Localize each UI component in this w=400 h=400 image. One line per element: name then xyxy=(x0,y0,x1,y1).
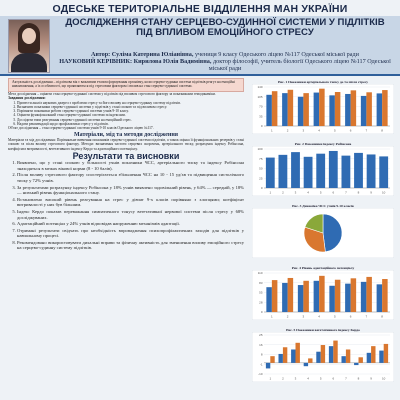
bar xyxy=(272,280,278,312)
x-tick-label: 10 xyxy=(382,190,386,195)
supervisor-name: Кирилова Юлія Вадимівна, xyxy=(133,58,212,65)
task-item: 2. Визначити показники серцево-судинної системи у підлітків у стані спокою та під впливом стресу. xyxy=(17,105,244,109)
bar xyxy=(316,154,325,188)
relevance-box: Актуальність дослідження – підліткова вік є важливим етапом формування організму, коли серцево-судинна система підлітків реагує на емоційні навантаження, а їх особливості, що проявляються під стресовим фактором і вплив на стан серцево-судинної системи. xyxy=(8,78,244,92)
bar xyxy=(382,279,388,312)
bar xyxy=(333,341,337,363)
x-tick-label: 8 xyxy=(381,128,383,133)
chart-5 xyxy=(252,328,394,387)
x-tick-label: 2 xyxy=(282,376,284,381)
y-tick-label: 25 xyxy=(259,176,263,181)
result-item: 2. Після впливу стресового фактору спостерігається збільшення ЧСС на 10 - 15 уд/хв та підвищення систолічного тиску у 72% учнів. xyxy=(17,172,244,183)
y-tick-label: 100 xyxy=(257,147,263,152)
y-tick-label: 110 xyxy=(257,271,263,276)
chart-caption: Рис. 5 Показники вегетативного індексу Кердо xyxy=(286,328,360,332)
goal-text: Мета дослідження – оцінити стан серцево-судинної системи у підлітків під впливом стресового фактору за показниками гемодинаміки. xyxy=(8,92,216,96)
x-tick-label: 1 xyxy=(271,128,273,133)
bar xyxy=(366,277,372,312)
y-tick-label: 28 xyxy=(259,300,263,305)
bar xyxy=(319,89,325,126)
result-item: 8. Рекомендовано використовувати дихальні вправи та фізичну активність для зменшення впливу емоційного стресу на серцево-судинну систему підлітків. xyxy=(17,240,244,251)
y-tick-label: -1 xyxy=(259,362,263,367)
bar xyxy=(303,281,309,312)
y-tick-label: 105 xyxy=(257,94,263,99)
bar xyxy=(354,363,358,365)
author-photo xyxy=(8,19,50,73)
bar xyxy=(341,156,350,188)
author-label: Автор: xyxy=(91,51,111,58)
bar xyxy=(366,92,372,126)
chart-4-plot xyxy=(252,270,394,320)
chart-3-plot xyxy=(252,208,394,258)
bar xyxy=(304,363,308,366)
result-item: 4. Встановлено високий рівень реагування на стрес у дівчат 9-х класів порівняно з хлопцями; коефіцієнт витривалості у них був більшим. xyxy=(17,197,244,208)
x-tick-label: 6 xyxy=(349,314,352,319)
bar xyxy=(367,353,371,363)
bar xyxy=(282,93,288,126)
bar xyxy=(345,94,351,126)
bar xyxy=(282,283,288,312)
chart-3 xyxy=(252,204,394,263)
supervisor-details: доктор філософії, учитель біології Одеського ліцею №117 Одеської міської ради xyxy=(208,58,391,72)
bar xyxy=(384,344,388,363)
bar xyxy=(346,349,350,362)
y-tick-label: 16 xyxy=(259,342,263,347)
bar xyxy=(341,356,345,363)
result-item: 1. Виявлено, що у стані спокою у більшості учнів показники ЧСС, артеріального тиску та індексу Робінсона знаходяться в межах вікової норми (8 - 10 балів). xyxy=(17,160,244,171)
author-details: учениця 9 класу Одеського ліцею №117 Одеської міської ради xyxy=(194,51,359,58)
bar xyxy=(371,346,375,363)
x-tick-label: 6 xyxy=(332,190,335,195)
bar xyxy=(319,276,325,312)
chart-1-plot xyxy=(252,84,394,134)
bar xyxy=(379,351,383,363)
bar xyxy=(329,151,338,188)
poster-title: ДОСЛІДЖЕННЯ СТАНУ СЕРЦЕВО-СУДИННОЇ СИСТЕМИ У ПІДЛІТКІВ ПІД ВПЛИВОМ ЕМОЦІЙНОГО СТРЕСУ xyxy=(65,17,385,39)
x-tick-label: 4 xyxy=(307,190,309,195)
charts-column xyxy=(252,80,394,390)
supervisor-label: НАУКОВИЙ КЕРІВНИК: xyxy=(59,58,133,65)
bar xyxy=(316,352,320,363)
chart-caption: Рис. 2 Показники індексу Робінсона xyxy=(294,142,352,146)
bar xyxy=(377,93,383,126)
x-tick-label: 5 xyxy=(334,128,336,133)
chart-4 xyxy=(252,266,394,325)
task-item: 6. Надати рекомендації щодо профілактики стресу у підлітків. xyxy=(17,122,244,126)
x-tick-label: 5 xyxy=(334,314,336,319)
x-tick-label: 1 xyxy=(269,376,272,381)
chart-2 xyxy=(252,142,394,201)
bar xyxy=(291,152,300,188)
bar xyxy=(266,158,275,188)
x-tick-label: 7 xyxy=(345,190,347,195)
materials-heading: Матеріали, мід та методи дослідження xyxy=(73,131,179,138)
bar xyxy=(303,93,309,126)
x-tick-label: 2 xyxy=(282,190,284,195)
bar xyxy=(266,95,272,126)
y-tick-label: 35 xyxy=(259,114,263,119)
x-tick-label: 1 xyxy=(269,190,272,195)
bar xyxy=(298,285,304,312)
bar xyxy=(314,281,320,312)
bar xyxy=(291,349,295,362)
bar xyxy=(329,346,333,363)
x-tick-label: 1 xyxy=(271,314,273,319)
bar xyxy=(354,153,363,188)
bar xyxy=(270,356,274,363)
bar xyxy=(335,280,341,312)
y-tick-label: 0 xyxy=(260,310,263,315)
bar xyxy=(361,96,367,126)
chart-2-plot xyxy=(252,146,394,196)
bar xyxy=(367,154,376,188)
y-tick-label: 0 xyxy=(260,124,263,129)
tasks-list xyxy=(8,101,244,127)
y-tick-label: 25 xyxy=(259,333,263,338)
x-tick-label: 7 xyxy=(365,128,368,133)
chart-caption: Рис. 1 Показники артеріального тиску до та після стресу xyxy=(277,80,368,84)
bar xyxy=(266,363,270,369)
bar xyxy=(266,287,272,312)
bar xyxy=(272,91,278,126)
bar xyxy=(314,93,320,126)
bar xyxy=(329,95,335,126)
x-tick-label: 5 xyxy=(319,376,322,381)
task-item: 1. Провести аналіз наукових джерел з проблеми стресу та його впливу на серцево-судинну систему підлітків. xyxy=(17,101,244,105)
bar xyxy=(321,345,325,363)
task-item: 5. Дослідити типи реагування серцево-судинної системи на емоційний стрес. xyxy=(17,118,244,122)
chart-1 xyxy=(252,80,394,139)
y-tick-label: 70 xyxy=(259,104,263,109)
supervisor-line xyxy=(56,58,394,72)
results-list xyxy=(8,160,244,251)
x-tick-label: 4 xyxy=(318,128,320,133)
task-item: 3. Порівняти показники роботи серцево-судинної системи учнів 9-10 класу. xyxy=(17,109,244,113)
x-tick-label: 7 xyxy=(365,314,368,319)
result-item: 3. За результатами розрахунку індексу Робінсона у 18% учнів виявлено задовільний рівень, у 64% — середній, у 18% — низький рівень функціонального стану. xyxy=(17,185,244,196)
object-text: Об'єкт дослідження – стан серцево-судинної системи учнів 9-10 класів Одеського ліцею №117. xyxy=(8,126,154,131)
bar xyxy=(308,358,312,362)
results-heading: Результати та висновки xyxy=(72,150,180,161)
author-name: Суліма Катерина Юліанівна, xyxy=(111,51,194,58)
left-column xyxy=(8,92,244,252)
bar xyxy=(278,354,282,363)
y-tick-label: 75 xyxy=(259,156,263,161)
x-tick-label: 3 xyxy=(294,190,297,195)
y-tick-label: -10 xyxy=(258,372,263,377)
x-tick-label: 9 xyxy=(370,190,372,195)
x-tick-label: 3 xyxy=(302,128,305,133)
bar xyxy=(329,286,335,312)
chart-5-plot xyxy=(252,332,394,382)
x-tick-label: 8 xyxy=(357,190,360,195)
bar xyxy=(288,278,294,312)
x-tick-label: 4 xyxy=(307,376,309,381)
x-tick-label: 6 xyxy=(332,376,335,381)
y-tick-label: 55 xyxy=(259,290,263,295)
author-block xyxy=(56,51,394,72)
bar xyxy=(382,90,388,126)
header-divider xyxy=(0,74,400,76)
bar xyxy=(296,343,300,363)
x-tick-label: 7 xyxy=(345,376,347,381)
x-tick-label: 5 xyxy=(319,190,322,195)
y-tick-label: 8 xyxy=(260,352,263,357)
chart-caption: Рис. 4 Рівень адаптаційного потенціалу xyxy=(291,266,355,270)
x-tick-label: 4 xyxy=(318,314,320,319)
bar xyxy=(278,155,287,188)
x-tick-label: 3 xyxy=(302,314,305,319)
photo-shoulders xyxy=(11,53,47,72)
organization-title: ОДЕСЬКЕ ТЕРИТОРІАЛЬНЕ ВІДДІЛЕННЯ МАН УКРАЇНИ xyxy=(52,3,348,15)
y-tick-label: 0 xyxy=(260,186,263,191)
y-tick-label: 50 xyxy=(259,166,263,171)
result-item: 5. Індекс Кердо показав переважання симпатичного тонусу вегетативної нервової системи після стресу у 68% досліджуваних. xyxy=(17,209,244,220)
x-tick-label: 2 xyxy=(286,128,289,133)
tasks-label: Завдання дослідження: xyxy=(8,96,46,101)
y-tick-label: 140 xyxy=(257,85,263,90)
bar xyxy=(379,156,388,188)
x-tick-label: 9 xyxy=(370,376,372,381)
result-item: 7. Отримані результати свідчать про необхідність впровадження психопрофілактичних заходів для підлітків у навчальному процесі. xyxy=(17,228,244,239)
x-tick-label: 8 xyxy=(357,376,360,381)
x-tick-label: 3 xyxy=(294,376,297,381)
bar xyxy=(351,278,357,312)
x-tick-label: 8 xyxy=(381,314,383,319)
materials-text: Матеріали та мід дослідження: Порівняльне вивчення показників серцево-судинної системи підлітків, а також оцінка її функціональних резервів у стані спокою та після впливу стресового фактору. Методи: визначення частоти серцевих скорочень, артеріального тиску, розрахунок індексу Робінсона, коефіцієнта витривалості, вегетативного індексу Кердо та адаптаційного потенціалу. xyxy=(8,137,244,151)
bar xyxy=(304,157,313,188)
y-tick-label: 83 xyxy=(259,280,263,285)
bar xyxy=(351,90,357,126)
author-line xyxy=(56,51,394,58)
photo-face xyxy=(22,28,36,44)
bar xyxy=(335,92,341,126)
task-item: 4. Оцінити функціональний стан серцево-судинної системи за індексами. xyxy=(17,113,244,117)
bar xyxy=(283,347,287,363)
result-item: 6. Адаптаційний потенціал у 24% учнів відповідав напруженню механізмів адаптації. xyxy=(17,221,244,227)
bar xyxy=(345,284,351,312)
bar xyxy=(359,357,363,363)
x-tick-label: 2 xyxy=(286,314,289,319)
bar xyxy=(298,97,304,126)
bar xyxy=(361,282,367,312)
x-tick-label: 6 xyxy=(349,128,352,133)
bar xyxy=(377,284,383,312)
chart-caption: Рис. 3 Динаміка ЧСС учнів 9-10 класів xyxy=(292,204,354,208)
bar xyxy=(288,90,294,126)
x-tick-label: 10 xyxy=(382,376,386,381)
